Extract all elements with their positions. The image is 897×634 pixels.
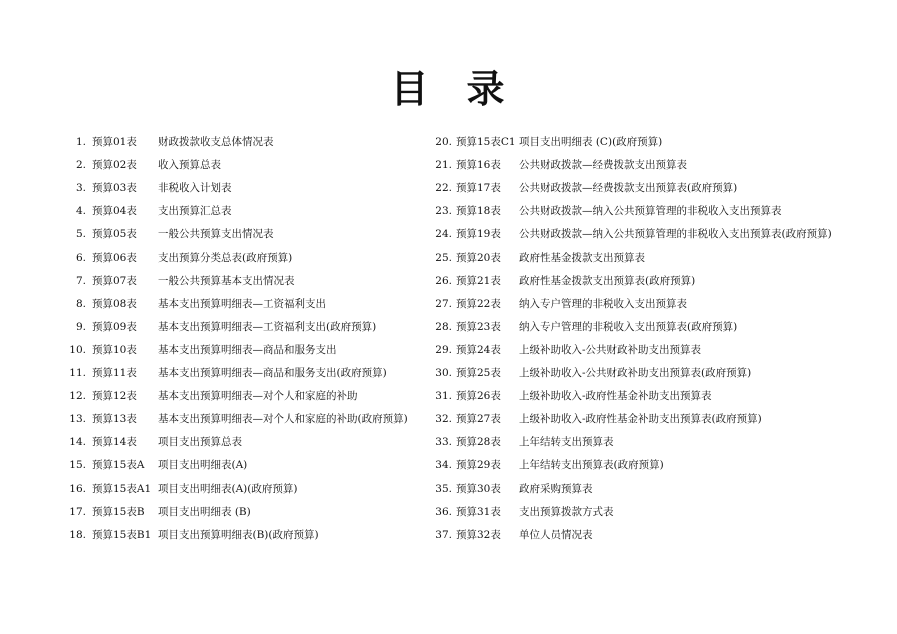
toc-entry-number: 5. [75,228,86,241]
toc-entry-number: 24. [435,228,452,241]
toc-entry[interactable] [0,295,890,313]
toc-entry-code: 预算15表C1 [456,136,516,148]
toc-entry-title: 公共财政拨款—经费拨款支出预算表 [519,159,687,172]
toc-entry-title: 纳入专户管理的非税收入支出预算表(政府预算) [519,320,738,333]
toc-entry[interactable] [0,179,890,197]
toc-entry-title: 纳入专户管理的非税收入支出预算表 [519,297,687,310]
toc-entry[interactable] [0,364,890,382]
toc-entry-code: 预算28表 [456,436,501,449]
toc-entry-title: 政府性基金拨款支出预算表(政府预算) [519,274,696,287]
toc-entry-code: 预算13表 [92,413,137,426]
toc-entry-number: 12. [69,390,86,403]
toc-entry-title: 上级补助收入-政府性基金补助支出预算表 [519,390,712,403]
toc-entry-code: 预算18表 [456,205,501,218]
toc-entry-title: 财政拨款收支总体情况表 [158,136,274,148]
toc-entry-code: 预算31表 [456,505,501,518]
toc-entry-code: 预算25表 [456,367,501,379]
toc-entry-title: 上级补助收入-公共财政补助支出预算表 [519,343,702,356]
toc-entry-number: 16. [69,482,86,495]
toc-entry-code: 预算04表 [92,205,137,218]
toc-entry[interactable] [0,133,890,151]
toc-entry-number: 2. [75,159,86,172]
toc-entry-title: 公共财政拨款—纳入公共预算管理的非税收入支出预算表 [519,205,782,218]
toc-entry-number: 6. [75,251,86,264]
toc-entry-code: 预算15表B [92,505,145,518]
toc-entry[interactable] [0,456,890,474]
toc-entry-title: 项目支出预算总表 [158,436,242,449]
toc-entry-code: 预算12表 [92,390,137,403]
toc-entry-code: 预算15表A1 [92,482,152,495]
toc-entry-code: 预算24表 [456,343,501,356]
toc-entry-code: 预算01表 [92,136,137,148]
toc-entry-number: 32. [435,413,452,426]
toc-entry-code: 预算17表 [456,182,501,195]
toc-entry-title: 上级补助收入-政府性基金补助支出预算表(政府预算) [519,413,762,426]
toc-entry-title: 基本支出预算明细表—工资福利支出(政府预算) [158,320,377,333]
toc-entry-code: 预算23表 [456,320,501,333]
toc-entry-number: 25. [435,251,452,264]
toc-entry-number: 1. [75,136,86,148]
toc-entry-number: 14. [69,436,86,449]
toc-entry-number: 18. [69,528,86,541]
toc-entry-title: 项目支出明细表(A) [158,459,248,472]
toc-entry-title: 单位人员情况表 [519,528,593,541]
toc-entry-code: 预算11表 [92,367,137,379]
toc-entry-number: 27. [435,297,452,310]
toc-entry-code: 预算22表 [456,297,501,310]
toc-entry-title: 支出预算拨款方式表 [519,505,614,518]
page-title [0,58,897,113]
toc-entry[interactable] [0,272,890,290]
toc-entry-code: 预算15表B1 [92,528,152,541]
toc-entry-code: 预算15表A [92,459,145,472]
toc-entry-number: 28. [435,320,452,333]
toc-entry-code: 预算32表 [456,528,501,541]
toc-entry-code: 预算09表 [92,320,137,333]
toc-entry-code: 预算07表 [92,274,137,287]
toc-entry-number: 36. [435,505,452,518]
toc-entry-title: 支出预算汇总表 [158,205,232,218]
toc-entry-number: 21. [435,159,452,172]
toc-entry-number: 10. [69,343,86,356]
toc-entry-title: 基本支出预算明细表—商品和服务支出 [158,343,337,356]
toc-entry-code: 预算20表 [456,251,501,264]
toc-entry-number: 7. [75,274,86,287]
toc-entry-number: 30. [435,367,452,379]
toc-entry-title: 一般公共预算支出情况表 [158,228,274,241]
title-char-1: 目 [390,67,431,111]
toc-entry-title: 基本支出预算明细表—工资福利支出 [158,297,326,310]
toc-entry-code: 预算06表 [92,251,137,264]
toc-entry-number: 8. [75,297,86,310]
toc-entry-title: 项目支出预算明细表(B)(政府预算) [158,528,319,541]
toc-entry-code: 预算16表 [456,159,501,172]
toc-entry-title: 项目支出明细表(A)(政府预算) [158,482,298,495]
toc-entry[interactable] [0,341,890,359]
toc-entry-number: 23. [435,205,452,218]
toc-entry-code: 预算30表 [456,482,501,495]
toc-entry[interactable] [0,410,890,428]
toc-entry[interactable] [0,202,890,220]
toc-entry-number: 34. [435,459,452,472]
toc-entry-code: 预算26表 [456,390,501,403]
toc-entry-number: 11. [69,367,86,379]
toc-entry[interactable] [0,526,890,544]
toc-entry-number: 13. [69,413,86,426]
toc-entry-code: 预算14表 [92,436,137,449]
toc-entry-code: 预算10表 [92,343,137,356]
toc-entry-number: 26. [435,274,452,287]
toc-entry-number: 33. [435,436,452,449]
toc-entry-number: 20. [435,136,452,148]
toc-entry-title: 项目支出明细表 (C)(政府预算) [519,136,663,148]
toc-entry-title: 一般公共预算基本支出情况表 [158,274,295,287]
toc-entry-code: 预算27表 [456,413,501,426]
toc-entry-title: 基本支出预算明细表—对个人和家庭的补助(政府预算) [158,413,408,426]
toc-entry[interactable] [0,433,890,451]
toc-entry-code: 预算05表 [92,228,137,241]
toc-entry-code: 预算19表 [456,228,501,241]
toc-entry-number: 35. [435,482,452,495]
toc-entry-number: 4. [75,205,86,218]
toc-entry[interactable] [0,387,890,405]
toc-entry[interactable] [0,156,890,174]
toc-entry[interactable] [0,225,890,243]
toc-entry-number: 15. [69,459,86,472]
toc-entry-title: 上年结转支出预算表 [519,436,614,449]
toc-entry-title: 收入预算总表 [158,159,221,172]
toc-entry-code: 预算03表 [92,182,137,195]
toc-entry-title: 政府采购预算表 [519,482,593,495]
toc-entry[interactable] [0,480,890,498]
toc-entry-title: 基本支出预算明细表—对个人和家庭的补助 [158,390,358,403]
toc-entry-code: 预算29表 [456,459,501,472]
toc-entry-title: 基本支出预算明细表—商品和服务支出(政府预算) [158,367,387,379]
title-char-2: 录 [466,67,507,111]
toc-entry[interactable] [0,249,890,267]
toc-entry-title: 非税收入计划表 [158,182,232,195]
toc-entry-number: 3. [75,182,86,195]
toc-entry-number: 29. [435,343,452,356]
toc-entry-number: 22. [435,182,452,195]
toc-entry-number: 31. [435,390,452,403]
toc-entry-title: 项目支出明细表 (B) [158,505,251,518]
toc-entry-title: 上年结转支出预算表(政府预算) [519,459,664,472]
toc-entry-number: 37. [435,528,452,541]
toc-entry[interactable] [0,503,890,521]
toc-entry-title: 公共财政拨款—经费拨款支出预算表(政府预算) [519,182,738,195]
toc-entry-number: 17. [69,505,86,518]
toc-entry[interactable] [0,318,890,336]
toc-entry-title: 上级补助收入-公共财政补助支出预算表(政府预算) [519,367,752,379]
toc-entry-title: 支出预算分类总表(政府预算) [158,251,293,264]
toc-entry-title: 公共财政拨款—纳入公共预算管理的非税收入支出预算表(政府预算) [519,228,832,241]
toc-entry-code: 预算02表 [92,159,137,172]
toc-entry-code: 预算08表 [92,297,137,310]
toc-entry-code: 预算21表 [456,274,501,287]
toc-entry-title: 政府性基金拨款支出预算表 [519,251,645,264]
toc-entry-number: 9. [75,320,86,333]
